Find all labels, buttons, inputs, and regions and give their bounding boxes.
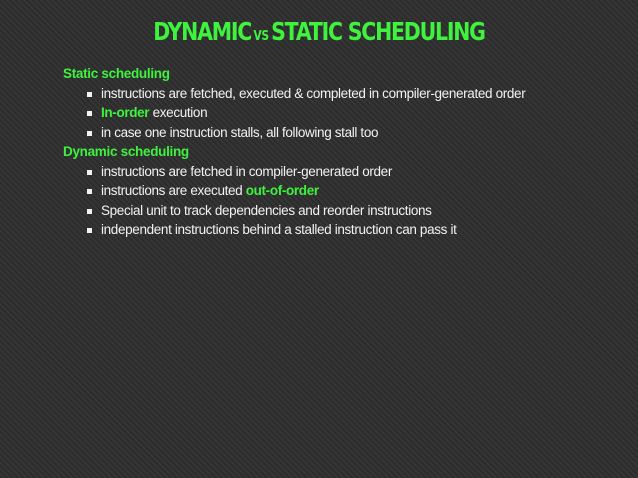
highlight-text: out-of-order bbox=[245, 183, 319, 198]
bullet-item bbox=[87, 84, 623, 104]
title-part-static-scheduling: STATIC SCHEDULING bbox=[271, 17, 485, 46]
square-bullet-icon bbox=[87, 111, 92, 116]
bullet-text: instructions are fetched, executed & completed in compiler-generated order bbox=[101, 85, 526, 101]
slide-title bbox=[57, 16, 580, 53]
section-heading-static: Static scheduling bbox=[63, 66, 170, 81]
bullet-item bbox=[87, 220, 623, 240]
square-bullet-icon bbox=[87, 131, 92, 136]
square-bullet-icon bbox=[87, 189, 92, 194]
bullet-item bbox=[87, 162, 623, 182]
title-part-dynamic: DYNAMIC bbox=[153, 17, 252, 46]
bullet-item bbox=[87, 201, 623, 221]
section-heading-dynamic: Dynamic scheduling bbox=[63, 144, 189, 159]
square-bullet-icon bbox=[87, 209, 92, 214]
bullet-item bbox=[87, 181, 623, 201]
bullet-list-dynamic bbox=[63, 162, 623, 240]
bullet-text: independent instructions behind a stalled instruction can pass it bbox=[101, 222, 457, 237]
bullet-text: in case one instruction stalls, all following stall too bbox=[101, 124, 379, 140]
square-bullet-icon bbox=[87, 170, 92, 175]
title-vs: VS bbox=[253, 29, 269, 44]
bullet-text: execution bbox=[149, 105, 208, 120]
square-bullet-icon bbox=[87, 228, 92, 233]
bullet-item bbox=[87, 103, 623, 123]
square-bullet-icon bbox=[87, 92, 92, 97]
highlight-text: In-order bbox=[101, 105, 150, 120]
bullet-text: Special unit to track dependencies and reorder instructions bbox=[101, 202, 432, 218]
slide-content bbox=[63, 64, 623, 240]
bullet-list-static bbox=[63, 84, 623, 143]
bullet-text: instructions are fetched in compiler-generated order bbox=[101, 163, 392, 179]
bullet-text: instructions are executed bbox=[101, 183, 246, 198]
bullet-item bbox=[87, 123, 623, 143]
